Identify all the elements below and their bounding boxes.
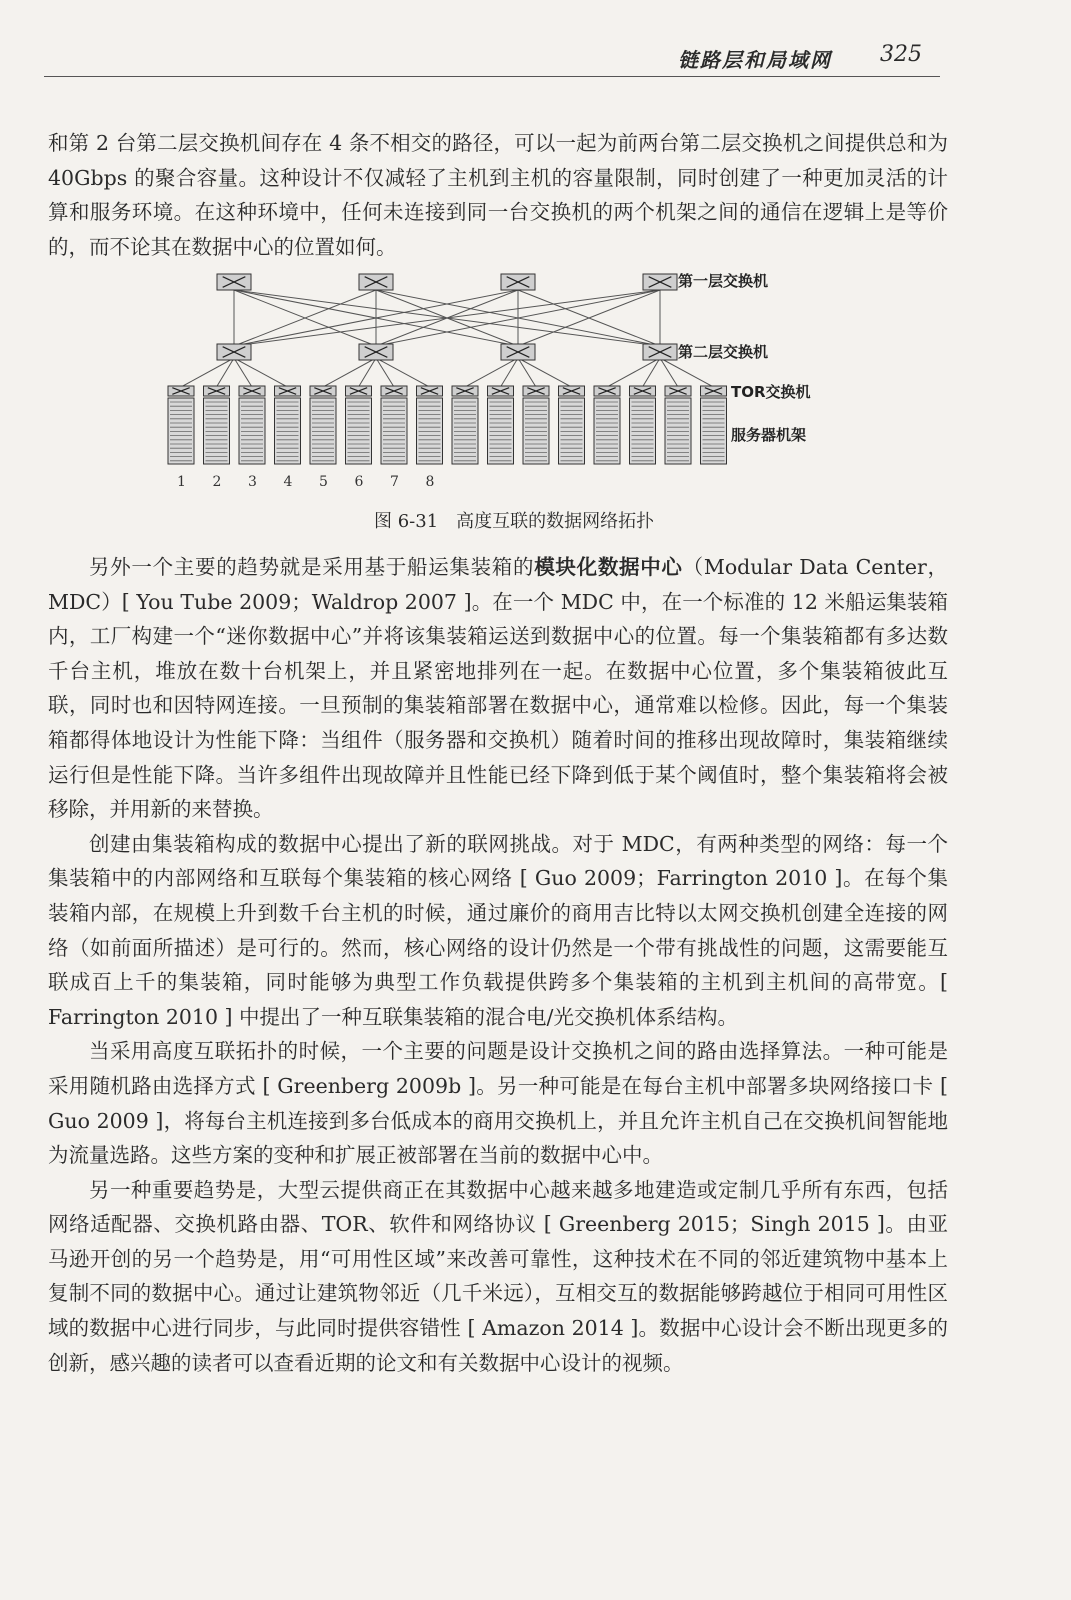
server-rack: [594, 398, 620, 464]
server-rack: [488, 398, 514, 464]
tor-switch: [204, 386, 230, 396]
tor-switch: [417, 386, 443, 396]
text-run: 另外一个主要的趋势就是采用基于船运集装箱的: [89, 555, 535, 579]
link-tier2-tor: [323, 358, 376, 387]
tor-switch: [594, 386, 620, 396]
tor-switch: [665, 386, 691, 396]
tor-switch: [452, 386, 478, 396]
rack-number: 8: [425, 474, 435, 490]
rack-number: 4: [283, 474, 293, 490]
paragraph-mdc: [48, 550, 948, 827]
racks-label: 服务器机架: [731, 426, 807, 444]
page-number: 325: [880, 42, 922, 67]
rack-numbers: [177, 474, 434, 490]
links: [181, 290, 714, 387]
server-rack: [559, 398, 585, 464]
rack-number: 5: [319, 474, 328, 490]
tier2-switch: [501, 344, 535, 360]
server-rack: [452, 398, 478, 464]
paragraph: 和第 2 台第二层交换机间存在 4 条不相交的路径，可以一起为前两台第二层交换机之间提供总和为 40Gbps 的聚合容量。这种设计不仅减轻了主机到主机的容量限制，同时创建了一种更加灵活的计算和服务环境。在这种环境中，任何未连接到同一台交换机的两个机架之间的通信在逻辑上是等价的，而不论其在数据中心的位置如何。: [48, 131, 948, 259]
paragraph-network-challenge: 创建由集装箱构成的数据中心提出了新的联网挑战。对于 MDC，有两种类型的网络：每一个集装箱中的内部网络和互联每个集装箱的核心网络 [ Guo 2009；Farrington 2010 ]。在每个集装箱内部，在规模上升到数千台主机的时候，通过廉价的商用吉比特以太网交换机创建全连接的网络（如前面所描述）是可行的。然而，核心网络的设计仍然是一个带有挑战性的问题，这需要能互联成百上千的集装箱，同时能够为典型工作负载提供跨多个集装箱的主机到主机间的高带宽。[ Farrington 2010 ] 中提出了一种互联集装箱的混合电/光交换机体系结构。: [48, 831, 948, 1029]
figure-caption: 图 6-31 高度互联的数据网络拓扑: [374, 511, 655, 532]
link-tier2-tor: [465, 358, 518, 387]
tor-switch: [310, 386, 336, 396]
server-rack: [239, 398, 265, 464]
tier2-switch: [643, 344, 677, 360]
rack-number: 1: [177, 474, 186, 490]
tier1-label: 第一层交换机: [678, 272, 769, 290]
tor-switch: [381, 386, 407, 396]
tor-label: TOR交换机: [731, 383, 811, 401]
server-rack: [168, 398, 194, 464]
tier1-switch: [217, 274, 251, 290]
server-rack: [417, 398, 443, 464]
tier1-switch: [359, 274, 393, 290]
server-rack: [523, 398, 549, 464]
paragraph-trends: 另一种重要趋势是，大型云提供商正在其数据中心越来越多地建造或定制几乎所有东西，包括网络适配器、交换机路由器、TOR、软件和网络协议 [ Greenberg 2015；Singh 2015 ]。由亚马逊开创的另一个趋势是，用“可用性区域”来改善可靠性，这种技术在不同的邻近建筑物中基本上复制不同的数据中心。通过让建筑物邻近（几千米远），互相交互的数据能够跨越位于相同可用性区域的数据中心进行同步，与此同时提供容错性 [ Amazon 2014 ]。数据中心设计会不断出现更多的创新，感兴趣的读者可以查看近期的论文和有关数据中心设计的视频。: [48, 1177, 948, 1375]
paragraph-routing: 当采用高度互联拓扑的时候，一个主要的问题是设计交换机之间的路由选择算法。一种可能是采用随机路由选择方式 [ Greenberg 2009b ]。另一种可能是在每台主机中部署多块网络接口卡 [ Guo 2009 ]，将每台主机连接到多台低成本的商用交换机上，并且允许主机自己在交换机间智能地为流量选路。这些方案的变种和扩展正被部署在当前的数据中心中。: [48, 1039, 948, 1168]
tor-switch: [488, 386, 514, 396]
tor-switch: [275, 386, 301, 396]
server-rack: [310, 398, 336, 464]
tier2-label: 第二层交换机: [678, 343, 769, 361]
server-rack: [275, 398, 301, 464]
link-tier2-tor: [376, 358, 430, 387]
tier2-switch: [217, 344, 251, 360]
server-racks: [168, 398, 727, 464]
server-rack: [630, 398, 656, 464]
rack-number: 2: [212, 474, 222, 490]
server-rack: [665, 398, 691, 464]
topology-diagram: [160, 264, 840, 494]
tor-switch: [346, 386, 372, 396]
tor-switch: [239, 386, 265, 396]
tier1-switch: [643, 274, 677, 290]
server-rack: [346, 398, 372, 464]
server-rack: [701, 398, 727, 464]
server-rack: [381, 398, 407, 464]
link-tier2-tor: [660, 358, 714, 387]
link-tier2-tor: [607, 358, 660, 387]
link-tier2-tor: [234, 358, 288, 387]
tor-switch: [701, 386, 727, 396]
text-run: （Modular Data Center，MDC）[ You Tube 2009；Waldrop 2007 ]。在一个 MDC 中，在一个标准的 12 米船运集装箱内，工厂构建一个“迷你数据中心”并将该集装箱运送到数据中心的位置。每一个集装箱都有多达数千台主机，堆放在数十台机架上，并且紧密地排列在一起。在数据中心位置，多个集装箱彼此互联，同时也和因特网连接。一旦预制的集装箱部署在数据中心，通常难以检修。因此，每一个集装箱都得体地设计为性能下降：当组件（服务器和交换机）随着时间的推移出现故障时，集装箱继续运行但是性能下降。当许多组件出现故障并且性能已经下降到低于某个阈值时，整个集装箱将会被移除，并用新的来替换。: [48, 555, 949, 822]
body-text: [48, 550, 948, 1380]
link-tier2-tor: [518, 358, 572, 387]
tor-switch: [168, 386, 194, 396]
link-tier2-tor: [181, 358, 234, 387]
tier2-switch: [359, 344, 393, 360]
term-mdc: 模块化数据中心: [534, 555, 683, 579]
server-rack: [204, 398, 230, 464]
tor-switch: [630, 386, 656, 396]
rack-number: 7: [390, 474, 399, 490]
paragraph-continued: [48, 126, 948, 264]
network-topology-figure: [160, 264, 840, 494]
tor-switch: [559, 386, 585, 396]
tier1-switch: [501, 274, 535, 290]
chapter-title: 链路层和局域网: [678, 48, 832, 72]
running-header: [44, 44, 940, 77]
rack-number: 3: [248, 474, 257, 490]
tor-switch: [523, 386, 549, 396]
rack-number: 6: [354, 474, 364, 490]
